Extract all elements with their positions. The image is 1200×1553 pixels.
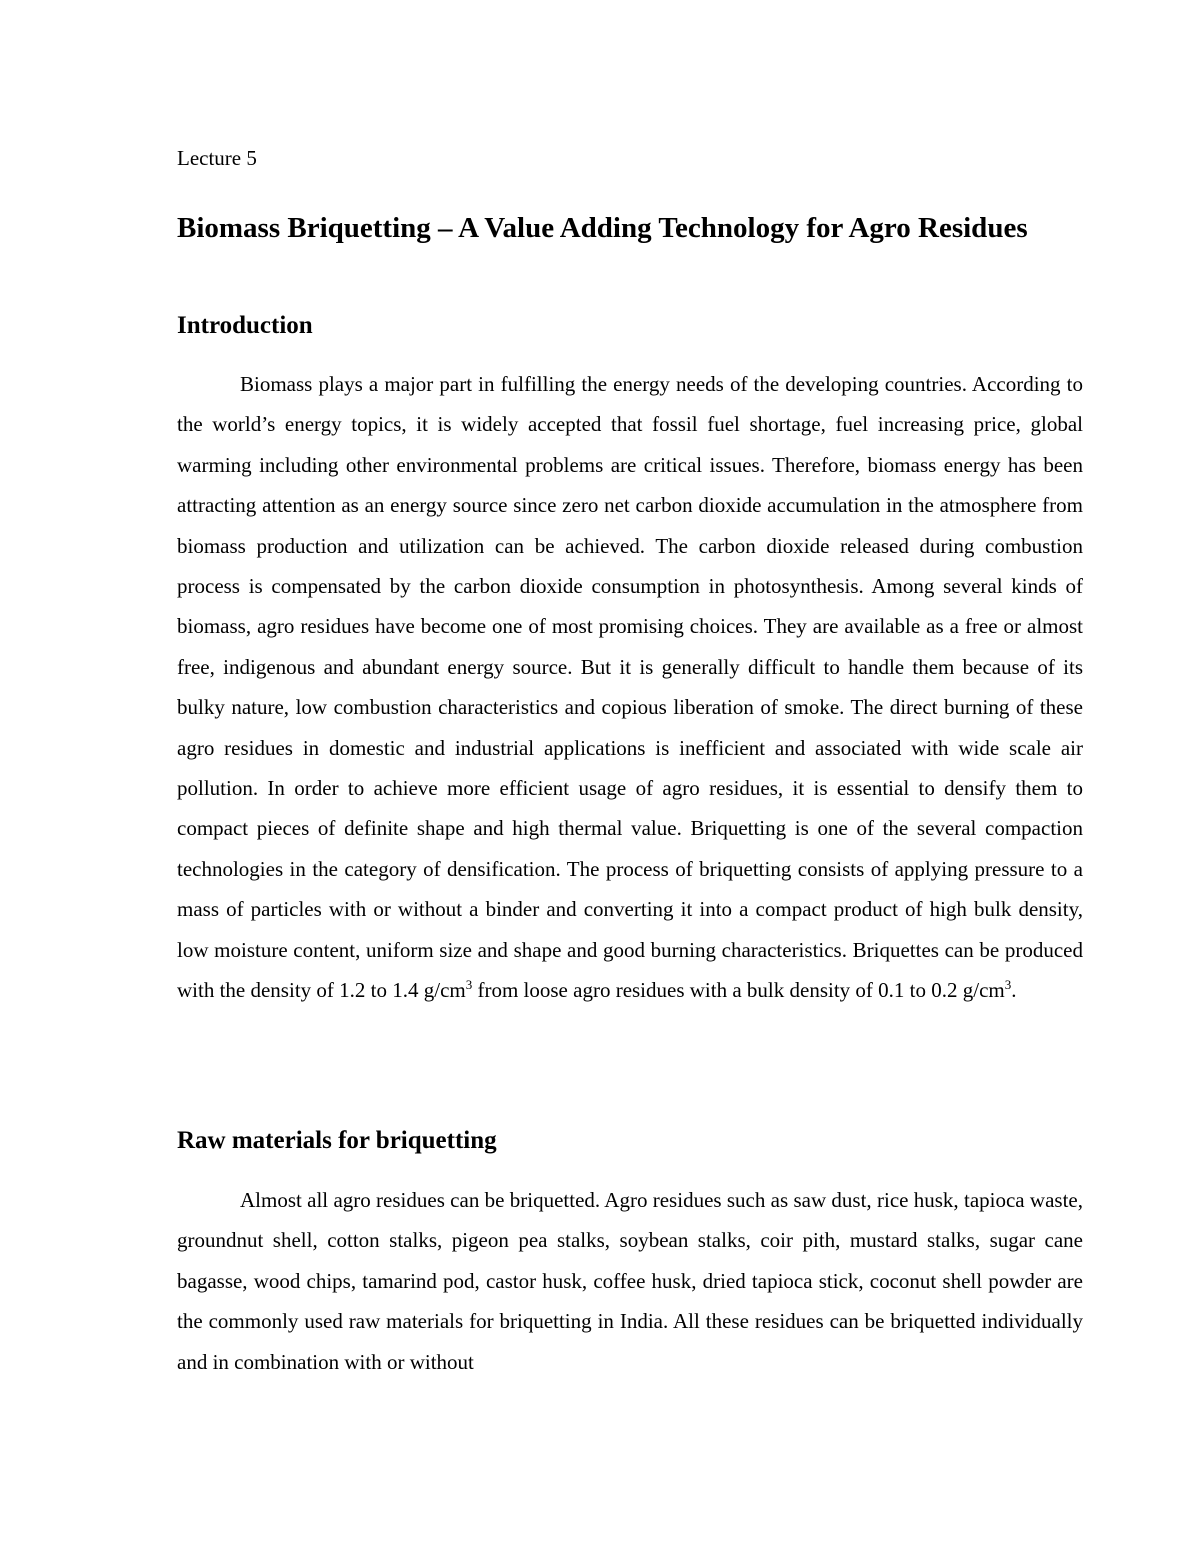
- introduction-text-mid: from loose agro residues with a bulk density of 0.1 to 0.2 g/cm: [472, 978, 1005, 1003]
- document-title: Biomass Briquetting – A Value Adding Technology for Agro Residues: [177, 212, 1028, 244]
- introduction-paragraph: [177, 364, 1083, 1011]
- lecture-label: Lecture 5: [177, 146, 257, 170]
- introduction-text-main: Biomass plays a major part in fulfilling the energy needs of the developing countries. According to the world’s energy topics, it is widely accepted that fossil fuel shortage, fuel increasing price, global warming including other environmental problems are critical issues. Therefore, biomass energy has been attracting attention as an energy source since zero net carbon dioxide accumulation in the atmosphere from biomass production and utilization can be achieved. The carbon dioxide released during combustion process is compensated by the carbon dioxide consumption in photosynthesis. Among several kinds of biomass, agro residues have become one of most promising choices. They are available as a free or almost free, indigenous and abundant energy source. But it is generally difficult to handle them because of its bulky nature, low combustion characteristics and copious liberation of smoke. The direct burning of these agro residues in domestic and industrial applications is inefficient and associated with wide scale air pollution. In order to achieve more efficient usage of agro residues, it is essential to densify them to compact pieces of definite shape and high thermal value. Briquetting is one of the several compaction technologies in the category of densification. The process of briquetting consists of applying pressure to a mass of particles with or without a binder and converting it into a compact product of high bulk density, low moisture content, uniform size and shape and good burning characteristics. Briquettes can be produced with the density of 1.2 to 1.4 g/cm: [177, 372, 1083, 1003]
- introduction-text-end: .: [1011, 978, 1017, 1003]
- superscript-cubic-2: 3: [1004, 977, 1012, 993]
- section-heading-raw-materials: Raw materials for briquetting: [177, 1127, 497, 1154]
- raw-materials-paragraph: Almost all agro residues can be briquetted. Agro residues such as saw dust, rice husk, tapioca waste, groundnut shell, cotton stalks, pigeon pea stalks, soybean stalks, coir pith, mustard stalks, sugar cane bagasse, wood chips, tamarind pod, castor husk, coffee husk, dried tapioca stick, coconut shell powder are the commonly used raw materials for briquetting in India. All these residues can be briquetted individually and in combination with or without: [177, 1188, 1083, 1374]
- superscript-cubic-1: 3: [465, 977, 473, 993]
- section-heading-introduction: Introduction: [177, 312, 313, 339]
